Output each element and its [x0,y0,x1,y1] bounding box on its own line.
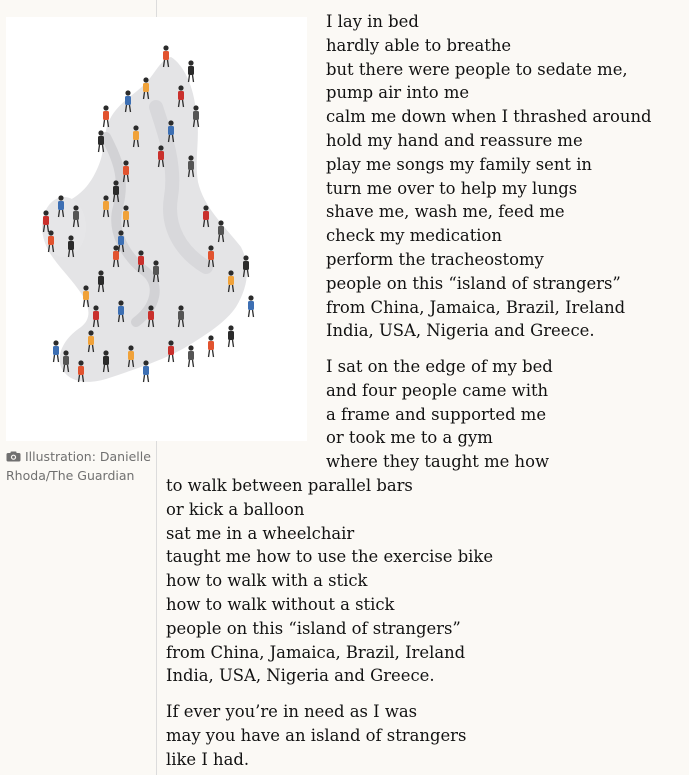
poem-line: perform the tracheostomy [326,249,544,269]
illustration-figure [208,245,213,250]
poem-stanza-2-top [326,355,553,474]
illustration-figure [168,340,173,345]
illustration-figure [125,90,130,95]
illustration-figure [249,310,250,317]
poem-line: to walk between parallel bars [166,476,413,495]
illustration-figure [113,251,119,260]
illustration-figure [98,270,103,275]
illustration-figure [203,205,208,210]
poem-stanza-2-bottom [166,474,493,688]
illustration-figure [169,355,170,362]
poem-line: India, USA, Nigeria and Greece. [326,321,595,341]
illustration-figure [173,355,174,362]
illustration-figure [233,340,234,347]
illustration-figure [188,351,194,360]
illustration-figure [63,356,69,365]
illustration-figure [58,355,59,362]
illustration-figure [103,195,108,200]
illustration-figure [178,91,184,100]
poem-line: and four people came with [326,380,549,400]
illustration-figure [98,130,103,135]
illustration-figure [243,255,248,260]
poem-line: a frame and supported me [326,404,547,424]
illustration-figure [188,161,194,170]
illustration-figure [128,345,133,350]
illustration-figure [163,51,169,60]
illustration-figure [208,341,214,350]
illustration-figure [218,220,223,225]
illustration-figure [168,346,174,355]
illustration-figure [99,145,100,152]
illustration-figure [163,45,168,50]
poem-line: shave me, wash me, feed me [326,202,565,222]
caption-text: Illustration: Danielle Rhoda/The Guardian [6,449,151,483]
illustration [6,17,307,441]
illustration-figure [113,180,118,185]
illustration-figure [123,160,128,165]
poem-line: sat me in a wheelchair [166,523,355,543]
illustration-figure [178,305,183,310]
poem-line: from China, Jamaica, Brazil, Ireland [326,297,626,317]
poem-line: how to walk with a stick [166,571,368,591]
illustration-figure [168,120,173,125]
illustration-figure [168,126,174,135]
poem-line: check my medication [326,226,502,246]
illustration-figure [53,346,59,355]
illustration-figure [118,230,123,235]
illustration-figure [178,85,183,90]
illustration-figure [248,301,254,310]
illustration-figure [188,345,193,350]
illustration-figure [103,111,109,120]
illustration-figure [113,245,118,250]
poem-line: calm me down when I thrashed around [326,107,652,127]
illustration-figure [88,336,94,345]
poem-line: but there were people to sedate me, [326,59,628,79]
illustration-figure [158,151,164,160]
illustration-figure [54,355,55,362]
illustration-figure [103,356,109,365]
illustration-figure [138,256,144,265]
illustration-figure [118,300,123,305]
illustration-figure [193,75,194,82]
illustration-figure [193,360,194,367]
illustration-figure [208,251,214,260]
illustration-figure [84,300,85,307]
illustration-figure [104,120,105,127]
illustration-figure [98,136,104,145]
illustration-figure [93,305,98,310]
poem-line: may you have an island of strangers [166,725,467,745]
poem-line: where they taught me how [326,452,550,472]
illustration-figure [148,305,153,310]
illustration-figure [43,216,49,225]
illustration-figure [68,235,73,240]
poem-line: or took me to a gym [326,428,493,448]
illustration-figure [193,111,199,120]
poem-line: how to walk without a stick [166,594,395,614]
illustration-figure [43,210,48,215]
poem-line: India, USA, Nigeria and Greece. [166,666,435,686]
poem-line: or kick a balloon [166,499,305,519]
illustration-figure [123,205,128,210]
camera-icon [6,448,21,459]
illustration-figure [143,366,149,375]
poem-line: play me songs my family sent in [326,154,592,174]
illustration-figure [253,310,254,317]
illustration-figure [153,260,158,265]
illustration-figure [73,211,79,220]
illustration-figure [248,295,253,300]
illustration-figure [98,276,104,285]
illustration-figure [133,131,139,140]
illustration-figure [83,285,88,290]
illustration-figure [188,60,193,65]
poem-line: If ever you’re in need as I was [166,702,418,721]
illustration-figure [218,226,224,235]
illustration-figure [103,105,108,110]
illustration-figure [78,366,84,375]
illustration-figure [229,340,230,347]
illustration-figure [248,270,249,277]
illustration-figure [203,211,209,220]
illustration-figure [103,350,108,355]
poem-line: people on this “island of strangers” [166,618,461,638]
illustration-figure [133,125,138,130]
illustration-figure [58,195,63,200]
illustration-figure [178,311,184,320]
illustration-figure [93,311,99,320]
illustration-figure [128,351,134,360]
illustration-figure [63,350,68,355]
illustration-figure [228,331,234,340]
illustration-figure [123,166,129,175]
illustration-figure [148,311,154,320]
illustration-figure [209,350,210,357]
illustration-figure [243,261,249,270]
illustration-figure [118,236,124,245]
illustration-figure [48,236,54,245]
poem-stanza-3 [166,700,466,771]
illustration-figure [144,375,145,382]
poem-line: I sat on the edge of my bed [326,357,553,376]
illustration-figure [48,230,53,235]
illustration-figure [143,77,148,82]
illustration-figure [228,276,234,285]
illustration-figure [193,105,198,110]
illustration-figure [138,250,143,255]
illustration-figure [103,201,109,210]
poem-line: hardly able to breathe [326,35,512,55]
illustration-figure [143,83,149,92]
poem-line: like I had. [166,749,250,769]
illustration-figure [118,306,124,315]
illustration-figure [125,96,131,105]
illustration-figure [103,145,104,152]
poem-line: pump air into me [326,83,470,103]
illustration-figure [68,241,74,250]
poem-line: from China, Jamaica, Brazil, Ireland [166,642,466,662]
poem-line: turn me over to help my lungs [326,178,578,198]
illustration-figure [228,325,233,330]
illustration-figure [83,291,89,300]
illustration-figure [153,266,159,275]
illustration-figure [188,155,193,160]
poem-line: hold my hand and reassure me [326,130,583,150]
illustration-caption [6,447,151,485]
illustration-figure [53,340,58,345]
poem-line: I lay in bed [326,12,419,31]
illustration-figure [188,66,194,75]
illustration-figure [213,350,214,357]
illustration-figure [208,335,213,340]
poem-line: people on this “island of strangers” [326,273,621,293]
illustration-figure [58,201,64,210]
illustration-figure [113,186,119,195]
illustration-figure [189,75,190,82]
illustration-figure [148,375,149,382]
illustration-figure [123,211,129,220]
poem-line: taught me how to use the exercise bike [166,547,494,567]
poem-stanza-1 [326,10,652,343]
illustration-figure [228,270,233,275]
illustration-figure [189,360,190,367]
illustration-figure [88,330,93,335]
illustration-figure [158,145,163,150]
illustration-figure [73,205,78,210]
illustration-figure [143,360,148,365]
illustration-figure [78,360,83,365]
